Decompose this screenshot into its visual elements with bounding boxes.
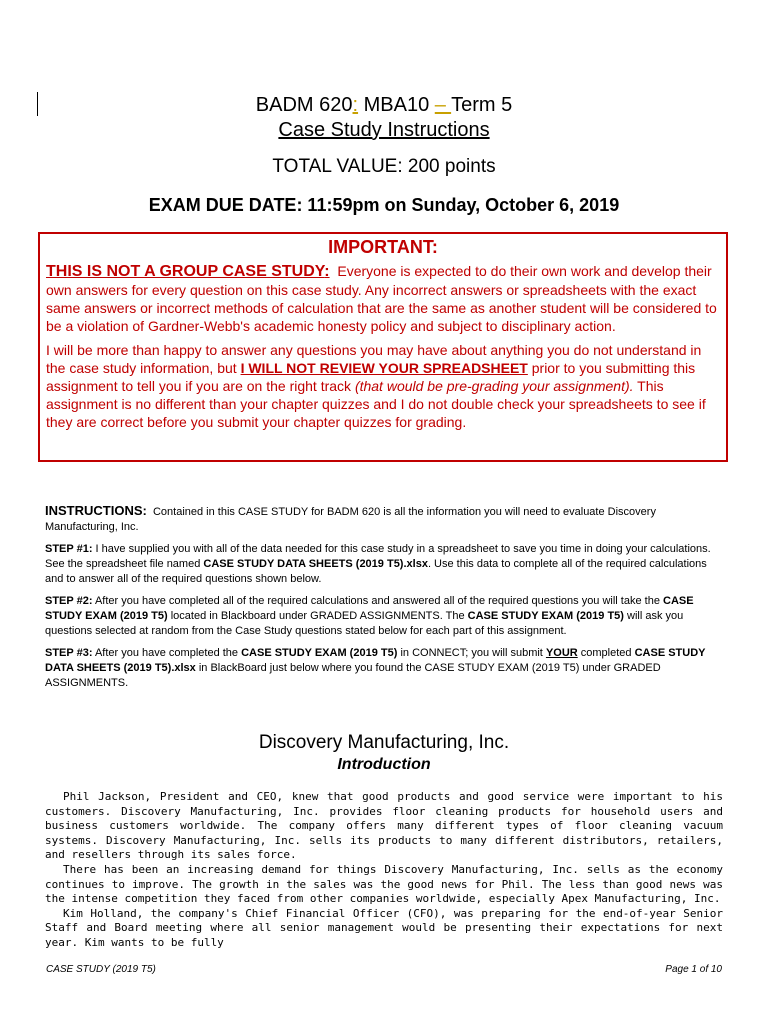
not-group-warning: THIS IS NOT A GROUP CASE STUDY bbox=[46, 263, 325, 280]
instructions-label: INSTRUCTIONS: bbox=[45, 503, 147, 518]
course-prefix: BADM 620 bbox=[255, 94, 353, 116]
step-1: STEP #1: I have supplied you with all of the data needed for this case study in a spreadsheet to save you time in doing your calculations. See the spreadsheet file named CASE STUDY DATA SHEETS (2019 T5).xlsx. Use this data to complete all of the required calculations and to answer all of the required questions shown below. bbox=[45, 543, 711, 585]
term-label: Term 5 bbox=[451, 94, 513, 116]
important-notice bbox=[38, 232, 728, 462]
intro-heading: Introduction bbox=[337, 756, 431, 773]
total-value: TOTAL VALUE: 200 points bbox=[272, 156, 496, 177]
footer-doc-name: CASE STUDY (2019 T5) bbox=[46, 964, 156, 975]
important-paragraph-1: THIS IS NOT A GROUP CASE STUDY: Everyone is expected to do their own work and develop their own answers for every question on this case study. Any incorrect answers or spreadsheets with the exact same answers or incorrect methods of calculation that are the same as another student will be considered to be a violation of Gardner-Webb's academic honesty policy and subject to disciplinary action. bbox=[46, 263, 717, 334]
title-dash: – bbox=[434, 94, 452, 116]
important-paragraph-2: I will be more than happy to answer any questions you may have about anything you do not understand in the case study information, but I WILL NOT REVIEW YOUR SPREADSHEET prior to you submitting this assignment to tell you if you are on the right track (that would be pre-grading your assignment). This assignment is no different than your chapter quizzes and I do not double check your spreadsheets to see if they are correct before you submit your chapter quizzes for grading. bbox=[46, 342, 706, 430]
important-heading: IMPORTANT: bbox=[328, 237, 438, 257]
step-2: STEP #2: After you have completed all of the required calculations and answered all of the required questions you will take the CASE STUDY EXAM (2019 T5) located in Blackboard under GRADED ASSIGNMENTS. The CASE STUDY EXAM (2019 T5) will ask you questions selected at random from the Case Study questions stated below for each part of this assignment. bbox=[45, 595, 694, 637]
title-colon: : bbox=[352, 94, 359, 116]
intro-paragraph-1: Phil Jackson, President and CEO, knew that good products and good service were important to his customers. Discovery Manufacturing, Inc. provides floor cleaning products for household users and business customers worldwide. The company offers many different types of floor cleaning vacuum systems. Discovery Manufacturing, Inc. sells its products to many different distributors, retailers, and resellers through its sales force. bbox=[45, 790, 723, 862]
introduction-body bbox=[45, 790, 723, 951]
no-review-warning: I WILL NOT REVIEW YOUR SPREADSHEET bbox=[240, 360, 528, 376]
document-subtitle: Case Study Instructions bbox=[278, 119, 490, 141]
intro-paragraph-3: Kim Holland, the company's Chief Financial Officer (CFO), was preparing for the end-of-year Senior Staff and Board meeting where all senior management would be presenting their expectations for next year. Kim wants to be fully bbox=[45, 906, 723, 949]
due-date: EXAM DUE DATE: 11:59pm on Sunday, October 6, 2019 bbox=[148, 195, 620, 215]
step-3: STEP #3: After you have completed the CASE STUDY EXAM (2019 T5) in CONNECT; you will submit YOUR completed CASE STUDY DATA SHEETS (2019 T5).xlsx in BlackBoard just below where you found the CASE STUDY EXAM (2019 T5) under GRADED ASSIGNMENTS. bbox=[45, 647, 706, 689]
instructions-section: INSTRUCTIONS: Contained in this CASE STUDY for BADM 620 is all the information you will need to evaluate Discovery Manufacturing, Inc. STEP #1: I have supplied you with all of the data needed for this case study in a spreadsheet to save you time in doing your calculations. See the spreadsheet file named CASE STUDY DATA SHEETS (2019 T5).xlsx. Use this data to complete all of the required calculations and to answer all of the required questions shown below. STEP #2: After you have completed all of the required calculations and answered all of the required questions you will take the CASE STUDY EXAM (2019 T5) located in Blackboard under GRADED ASSIGNMENTS. The CASE STUDY EXAM (2019 T5) will ask you questions selected at random from the Case Study questions stated below for each part of this assignment. STEP #3: After you have completed the CASE STUDY EXAM (2019 T5) in CONNECT; you will submit YOUR completed CASE STUDY DATA SHEETS (2019 T5).xlsx in BlackBoard just below where you found the CASE STUDY EXAM (2019 T5) under GRADED ASSIGNMENTS. bbox=[45, 503, 725, 691]
company-title: Discovery Manufacturing, Inc. bbox=[258, 732, 510, 753]
program-name: MBA10 bbox=[358, 94, 435, 116]
course-title bbox=[0, 94, 768, 117]
footer-page-number: Page 1 of 10 bbox=[665, 964, 722, 975]
intro-paragraph-2: There has been an increasing demand for things Discovery Manufacturing, Inc. sells as the economy continues to improve. The growth in the sales was the good news for Phil. The less than good news was the intense competition they faced from other companies worldwide, especially Apex Manufacturing, Inc. bbox=[45, 862, 723, 906]
